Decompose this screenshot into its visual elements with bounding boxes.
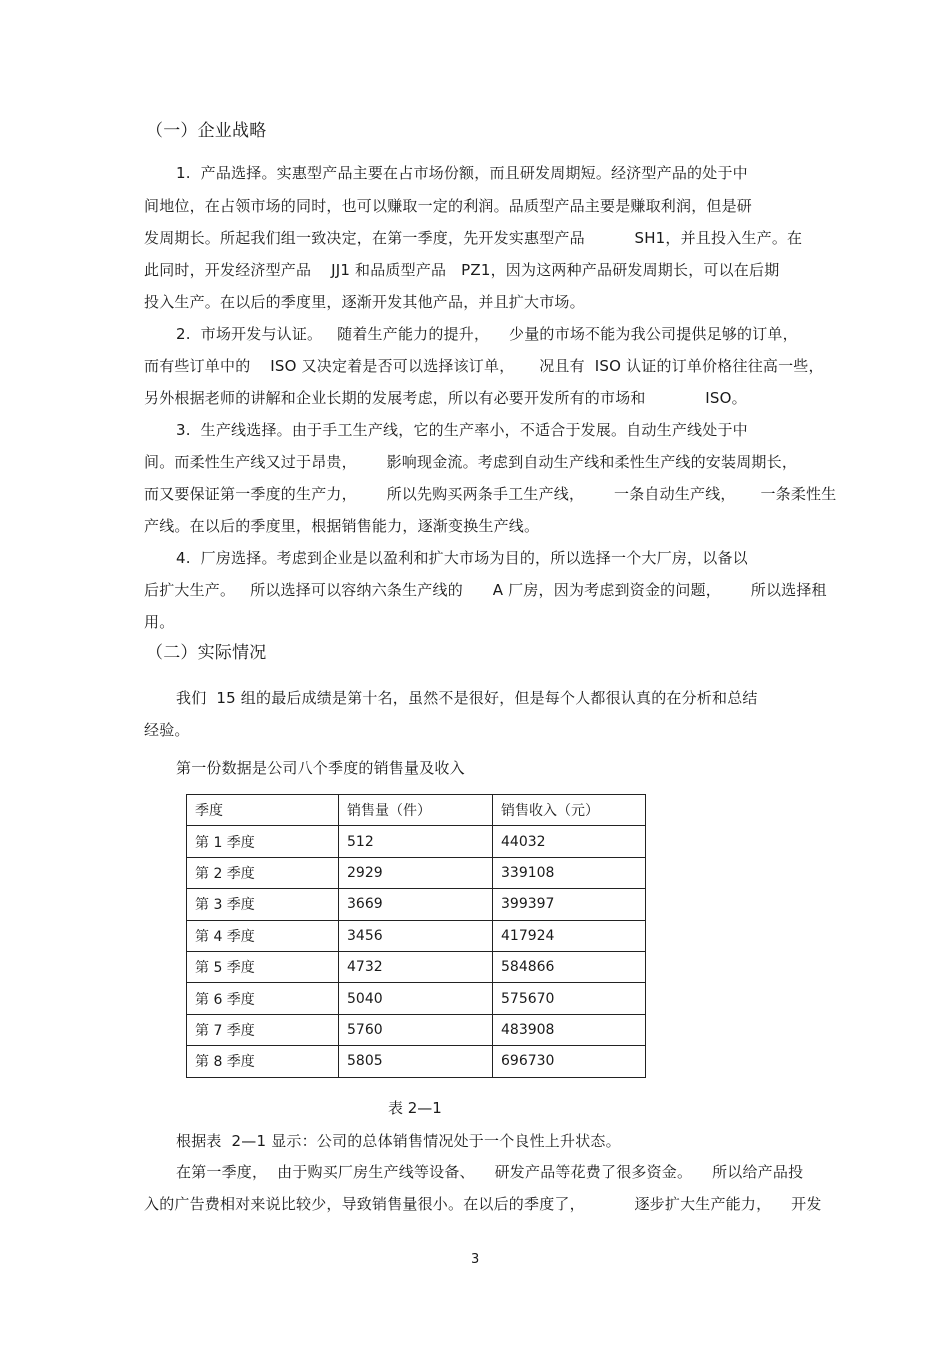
table-row — [187, 1014, 646, 1045]
analysis-line2: 在第一季度， 由于购买厂房生产线等设备、 研发产品等花费了很多资金。 所以给产品投 — [176, 1163, 804, 1181]
cell-volume: 3669 — [339, 889, 493, 920]
cell-quarter: 第 4 季度 — [187, 920, 339, 951]
para1-line4: 此同时，开发经济型产品 JJ1 和品质型产品 PZ1，因为这两种产品研发周期长，可以在后期 — [144, 261, 780, 279]
para4-line3: 用。 — [144, 613, 175, 631]
cell-quarter: 第 8 季度 — [187, 1046, 339, 1077]
para1-line2: 间地位，在占领市场的同时，也可以赚取一定的利润。品质型产品主要是赚取利润，但是研 — [144, 197, 753, 215]
para2-line1: 2. 市场开发与认证。 随着生产能力的提升， 少量的市场不能为我公司提供足够的订单， — [176, 325, 798, 343]
para4-line2: 后扩大生产。 所以选择可以容纳六条生产线的 A 厂房，因为考虑到资金的问题， 所以选择租 — [144, 581, 827, 599]
cell-quarter: 第 1 季度 — [187, 826, 339, 857]
page-number: 3 — [471, 1252, 480, 1267]
table-row — [187, 951, 646, 982]
sales-table — [186, 794, 646, 1078]
cell-volume: 2929 — [339, 857, 493, 888]
para4-line1: 4. 厂房选择。考虑到企业是以盈利和扩大市场为目的，所以选择一个大厂房，以备以 — [176, 549, 748, 567]
table-intro: 第一份数据是公司八个季度的销售量及收入 — [176, 759, 465, 777]
header-revenue: 销售收入（元） — [493, 795, 646, 826]
para3-line2: 间。而柔性生产线又过于昂贵， 影响现金流。考虑到自动生产线和柔性生产线的安装周期长， — [144, 453, 798, 471]
section1-title: （一）企业战略 — [146, 121, 267, 141]
results-line1: 我们 15 组的最后成绩是第十名，虽然不是很好，但是每个人都很认真的在分析和总结 — [176, 689, 758, 707]
table-row — [187, 857, 646, 888]
para1-line5: 投入生产。在以后的季度里，逐渐开发其他产品，并且扩大市场。 — [144, 293, 585, 311]
table-row — [187, 889, 646, 920]
cell-volume: 5040 — [339, 983, 493, 1014]
header-volume: 销售量（件） — [339, 795, 493, 826]
para3-line3: 而又要保证第一季度的生产力， 所以先购买两条手工生产线， 一条自动生产线， 一条柔性生 — [144, 485, 837, 503]
cell-revenue: 399397 — [493, 889, 646, 920]
para1-line3: 发周期长。所起我们组一致决定，在第一季度，先开发实惠型产品 SH1，并且投入生产。在 — [144, 229, 803, 247]
section2-title: （二）实际情况 — [146, 643, 267, 663]
table-header-row — [187, 795, 646, 826]
cell-revenue: 696730 — [493, 1046, 646, 1077]
cell-volume: 3456 — [339, 920, 493, 951]
cell-volume: 5805 — [339, 1046, 493, 1077]
table-row — [187, 920, 646, 951]
para2-line2: 而有些订单中的 ISO 又决定着是否可以选择该订单， 况且有 ISO 认证的订单价格往往高一些， — [144, 357, 824, 375]
cell-quarter: 第 5 季度 — [187, 951, 339, 982]
para2-line3: 另外根据老师的讲解和企业长期的发展考虑，所以有必要开发所有的市场和 ISO。 — [144, 389, 747, 407]
cell-quarter: 第 3 季度 — [187, 889, 339, 920]
cell-revenue: 417924 — [493, 920, 646, 951]
cell-revenue: 339108 — [493, 857, 646, 888]
analysis-line3: 入的广告费相对来说比较少，导致销售量很小。在以后的季度了， 逐步扩大生产能力， 开发 — [144, 1195, 822, 1213]
table-row — [187, 983, 646, 1014]
cell-volume: 5760 — [339, 1014, 493, 1045]
cell-revenue: 575670 — [493, 983, 646, 1014]
para1-line1: 1. 产品选择。实惠型产品主要在占市场份额，而且研发周期短。经济型产品的处于中 — [176, 164, 748, 182]
table-caption: 表 2—1 — [388, 1099, 442, 1117]
header-quarter: 季度 — [187, 795, 339, 826]
cell-volume: 512 — [339, 826, 493, 857]
cell-quarter: 第 2 季度 — [187, 857, 339, 888]
cell-revenue: 483908 — [493, 1014, 646, 1045]
cell-quarter: 第 7 季度 — [187, 1014, 339, 1045]
cell-quarter: 第 6 季度 — [187, 983, 339, 1014]
cell-volume: 4732 — [339, 951, 493, 982]
table-row — [187, 1046, 646, 1077]
table-row — [187, 826, 646, 857]
cell-revenue: 584866 — [493, 951, 646, 982]
para3-line4: 产线。在以后的季度里，根据销售能力，逐渐变换生产线。 — [144, 517, 540, 535]
para3-line1: 3. 生产线选择。由于手工生产线，它的生产率小，不适合于发展。自动生产线处于中 — [176, 421, 748, 439]
results-line2: 经验。 — [144, 721, 190, 739]
analysis-line1: 根据表 2—1 显示：公司的总体销售情况处于一个良性上升状态。 — [176, 1132, 621, 1150]
cell-revenue: 44032 — [493, 826, 646, 857]
